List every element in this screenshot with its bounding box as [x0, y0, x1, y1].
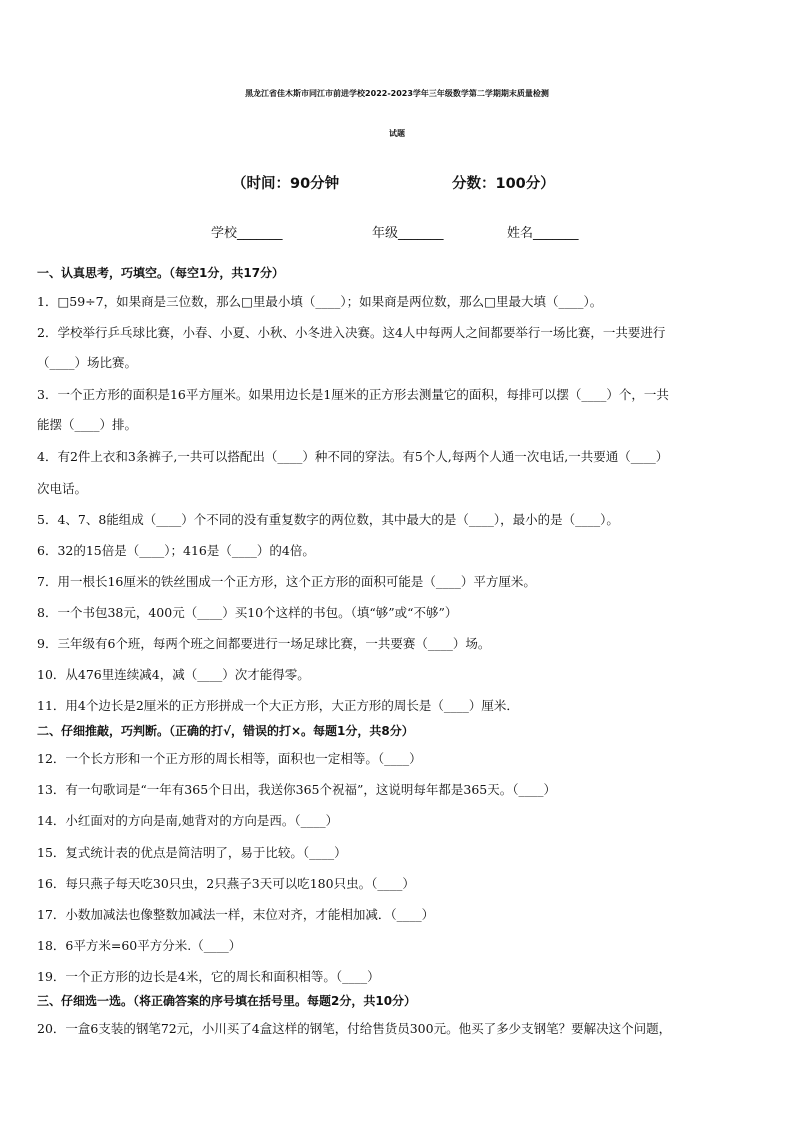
question-17: 17．小数加减法也像整数加减法一样，末位对齐，才能相加减．（____）: [37, 907, 435, 922]
total-score: 分数：100分）: [452, 176, 555, 192]
question-1: 1．□59÷7，如果商是三位数，那么□里最小填（____）；如果商是两位数，那么□里最大填（____）。: [37, 294, 603, 309]
question-16: 16．每只燕子每天吃30只虫，2只燕子3天可以吃180只虫。（____）: [37, 876, 415, 891]
page-title: 黑龙江省佳木斯市同江市前进学校2022-2023学年三年级数学第二学期期末质量检测: [245, 89, 549, 98]
question-13: 13．有一句歌词是“一年有365个日出，我送你365个祝福”，这说明每年都是365天。（____）: [37, 782, 557, 797]
question-2: 2．学校举行乒乓球比赛，小春、小夏、小秋、小冬进入决赛。这4人中每两人之间都要举行一场比赛，一共要进行: [37, 325, 666, 340]
question-20: 20．一盒6支装的钢笔72元，小川买了4盒这样的钢笔，付给售货员300元。他买了多少支钢笔？要解决这个问题，: [37, 1021, 672, 1036]
time-limit: （时间：90分钟: [232, 176, 340, 192]
question-6: 6．32的15倍是（____）；416是（____）的4倍。: [37, 543, 315, 558]
section-heading-3: 三、仔细选一选。（将正确答案的序号填在括号里。每题2分，共10分）: [37, 994, 417, 1008]
question-2-continued: （____）场比赛。: [37, 355, 138, 370]
question-8: 8．一个书包38元，400元（____）买10个这样的书包。（填“够”或“不够”）: [37, 605, 458, 620]
question-9: 9．三年级有6个班，每两个班之间都要进行一场足球比赛，一共要赛（____）场。: [37, 636, 491, 651]
school-field: 学校_______: [211, 226, 283, 241]
question-11: 11．用4个边长是2厘米的正方形拼成一个大正方形，大正方形的周长是（____）厘米．: [37, 698, 519, 713]
question-3: 3．一个正方形的面积是16平方厘米。如果用边长是1厘米的正方形去测量它的面积，每排可以摆（____）个，一共: [37, 387, 669, 402]
question-7: 7．用一根长16厘米的铁丝围成一个正方形，这个正方形的面积可能是（____）平方厘米。: [37, 574, 536, 589]
question-10: 10．从476里连续减4，减（____）次才能得零。: [37, 667, 310, 682]
page-title-continued: 试题: [389, 129, 405, 138]
question-4: 4．有2件上衣和3条裤子,一共可以搭配出（____）种不同的穿法。有5个人,每两个人通一次电话,一共要通（____）: [37, 449, 669, 464]
grade-field: 年级_______: [372, 226, 444, 241]
question-18: 18．6平方米=60平方分米.（____）: [37, 938, 242, 953]
question-19: 19．一个正方形的边长是4米，它的周长和面积相等。（____）: [37, 969, 380, 984]
question-3-continued: 能摆（____）排。: [37, 417, 138, 432]
question-12: 12．一个长方形和一个正方形的周长相等，面积也一定相等。（____）: [37, 751, 422, 766]
name-field: 姓名_______: [507, 226, 579, 241]
section-heading-1: 一、认真思考，巧填空。（每空1分，共17分）: [37, 266, 285, 280]
question-5: 5．4、7、8能组成（____）个不同的没有重复数字的两位数，其中最大的是（____），最小的是（____）。: [37, 512, 619, 527]
question-4-continued: 次电话。: [37, 481, 88, 496]
question-14: 14．小红面对的方向是南,她背对的方向是西。（____）: [37, 813, 339, 828]
section-heading-2: 二、仔细推敲，巧判断。（正确的打√，错误的打×。每题1分，共8分）: [37, 724, 414, 738]
question-15: 15．复式统计表的优点是简洁明了，易于比较。（____）: [37, 845, 347, 860]
